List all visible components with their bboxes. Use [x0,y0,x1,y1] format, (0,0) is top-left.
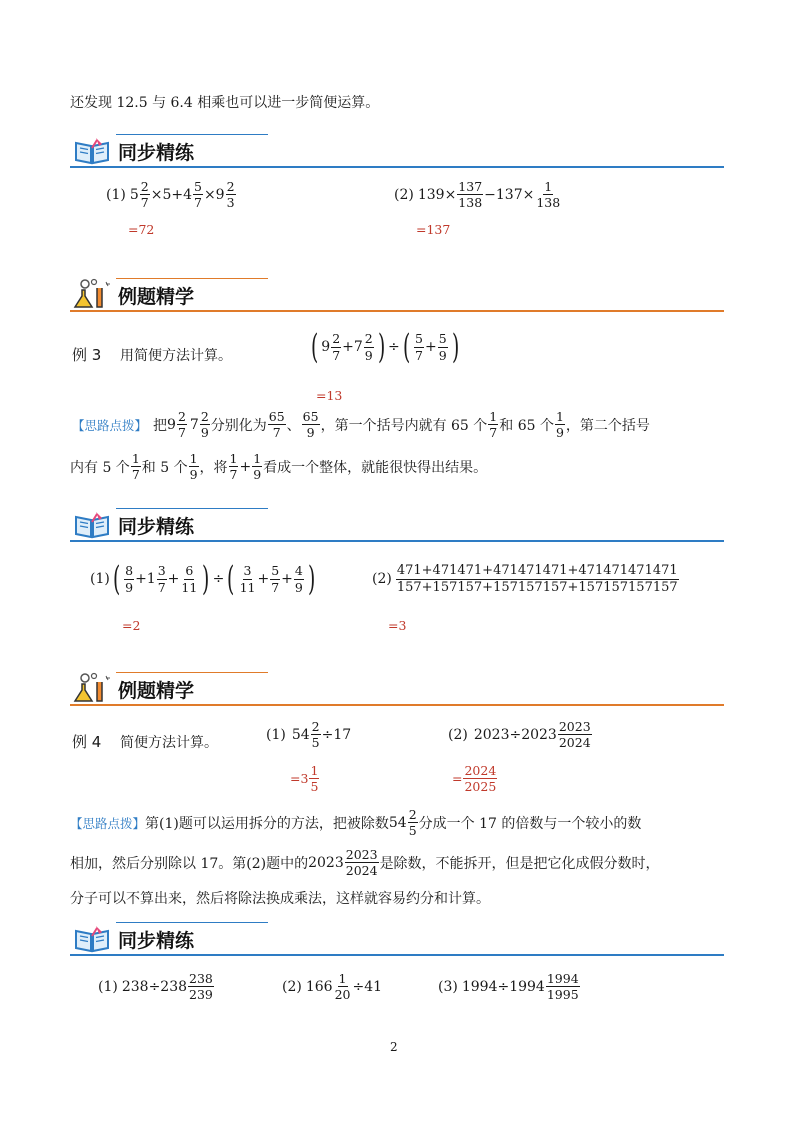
section-header-practice-1 [70,132,724,168]
problem-label: (1) [90,571,110,587]
lab-flask-icon [72,672,112,704]
practice3-problem-2: (2) 166 $\frac{1}{20}$ ÷41 [282,971,383,1003]
hint-line-1: 【思路点拨】 第(1)题可以运用拆分的方法，把被除数 54 $\frac{2}{5}$ 分成一个 17 的倍数与一个较小的数 [70,807,642,839]
hint-label: 【思路点拨】 [70,815,146,831]
fraction: $\frac{5}{7}$ [415,331,423,363]
problem-label: (1) [98,978,118,995]
open-book-icon [72,508,112,540]
section-title: 例题精学 [118,286,195,308]
problem-label: (1) [106,186,126,203]
answer-text: =72 [128,222,155,237]
answer-text: =3 [388,618,407,633]
hint-line-3: 分子可以不算出来，然后将除法换成乘法，这样就容易约分和计算。 [70,891,490,907]
problem-label: (2) [282,978,302,995]
example3-expression: ( 9 $\frac{2}{7}$ +7 $\frac{2}{9}$ ) ÷ ( $\frac{5}{7}$ + $\frac{5}{9}$ ) [310,327,459,367]
example-label: 例 4 [72,733,102,751]
answer-fraction: = $\frac{2024}{2025}$ [452,763,497,795]
fraction: $\frac{5}{7}$ [194,179,202,211]
lab-flask-icon [72,278,112,310]
fraction: $\frac{2}{7}$ [332,331,341,363]
answer-text: =137 [416,222,451,237]
section-header-example-3 [70,276,724,312]
problem-label: (2) [394,186,414,203]
fraction: $\frac{5}{9}$ [438,331,447,363]
problem-label: (1) [266,726,286,743]
section-header-example-4 [70,670,724,706]
open-book-icon [72,134,112,166]
hint-label: 【思路点拨】 [72,417,148,433]
hint-line-1: 【思路点拨】 把 9 $\frac{2}{7}$ 7 $\frac{2}{9}$ 分别化为 $\frac{65}{7}$ 、 $\frac{65}{9}$ ，第一个括号内就有 65 个 $\frac{1}{7}$ 和 65 个 $\frac{1}{9}$ ，第二个括号 [72,409,650,441]
practice3-problem-1: (1) 238÷238 $\frac{238}{239}$ [98,971,213,1003]
fraction: $\frac{1}{138}$ [536,179,561,211]
problem-label: (2) [372,571,392,588]
open-book-icon [72,922,112,954]
fraction: $\frac{137}{138}$ [458,179,483,211]
example-prompt: 简便方法计算。 [120,735,218,751]
fraction: $\frac{2}{3}$ [226,179,235,211]
fraction: $\frac{2}{7}$ [140,179,149,211]
section-title: 同步精练 [118,930,195,952]
section-header-practice-3 [70,920,724,956]
hint-line-2: 内有 5 个 $\frac{1}{7}$ 和 5 个 $\frac{1}{9}$ ，将 $\frac{1}{7}$ + $\frac{1}{9}$ 看成一个整体，就能很快得出结果。 [70,451,488,483]
practice1-problem-2: (2) 139× $\frac{137}{138}$ −137× $\frac{1}{138}$ [394,179,561,211]
example-prompt: 用简便方法计算。 [120,348,232,364]
fraction: $\frac{471+471471+471471471+471471471471}{157+157157+157157157+157157157157}$ [396,563,678,595]
answer-text: =2 [122,618,141,633]
hint-line-2: 相加，然后分别除以 17。第(2)题中的 2023 $\frac{2023}{2024}$ 是除数，不能拆开，但是把它化成假分数时， [70,847,660,879]
practice1-problem-1: (1) 5 $\frac{2}{7}$ ×5+4 $\frac{5}{7}$ ×9 $\frac{2}{3}$ [106,179,235,211]
section-title: 同步精练 [118,142,195,164]
problem-label: (2) [448,726,468,743]
page-number: 2 [390,1040,398,1054]
answer-text: =13 [316,388,343,403]
example4-problem-1: (1) 54 $\frac{2}{5}$ ÷17 [266,719,352,751]
intro-text: 还发现 12.5 与 6.4 相乘也可以进一步简便运算。 [70,95,380,111]
section-title: 例题精学 [118,680,195,702]
practice2-problem-1: (1) ( $\frac{8}{9}$ +1 $\frac{3}{7}$ + $\frac{6}{11}$ ) ÷ ( $\frac{3}{11}$ + $\frac{5}{7}$ + $\frac{4}{9}$ ) [90,559,316,599]
example-label: 例 3 [72,346,102,364]
section-header-practice-2 [70,506,724,542]
practice2-problem-2 [372,564,680,594]
answer-mixed-number: =3 $\frac{1}{5}$ [290,763,319,795]
example4-problem-2: (2) 2023÷2023 $\frac{2023}{2024}$ [448,719,591,751]
practice3-problem-3: (3) 1994÷1994 $\frac{1994}{1995}$ [438,971,579,1003]
fraction: $\frac{2}{9}$ [364,331,373,363]
section-title: 同步精练 [118,516,195,538]
problem-label: (3) [438,978,458,995]
